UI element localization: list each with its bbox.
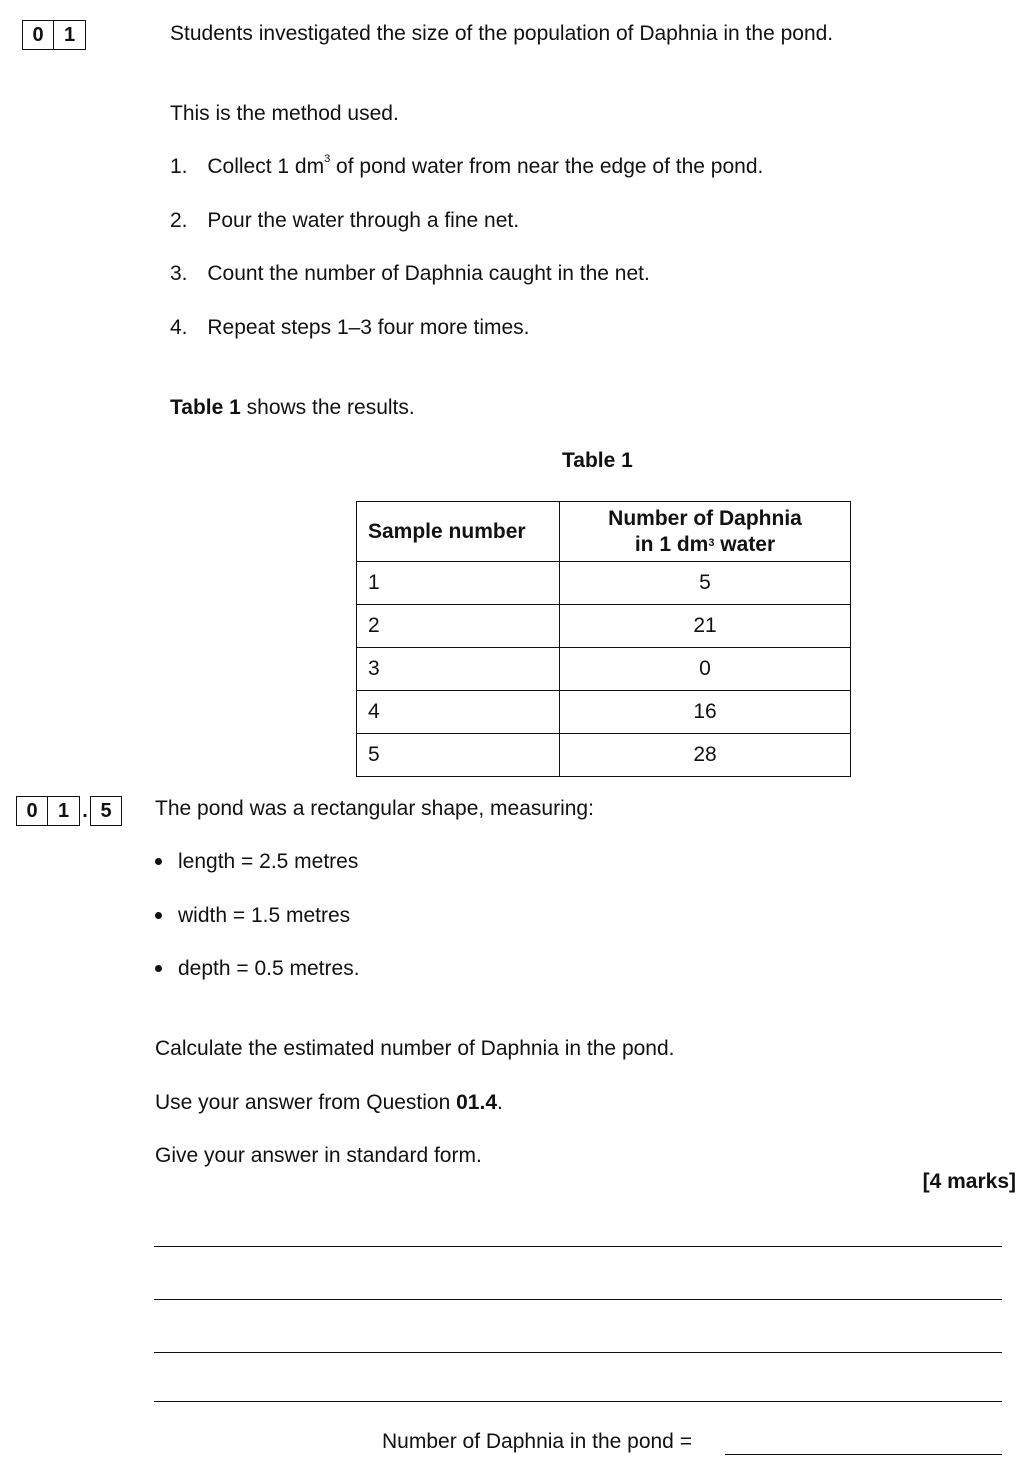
answer-line[interactable] <box>154 1401 1002 1402</box>
question-digit: 1 <box>48 796 80 826</box>
step-number: 3. <box>170 262 188 285</box>
table-row <box>357 605 851 648</box>
header-daphnia-count: Number of Daphnia in 1 $dm^3$ water <box>560 502 851 562</box>
table-row <box>357 648 851 691</box>
marks-label: [4 marks] <box>922 1170 1016 1193</box>
question-digit: 1 <box>54 20 86 50</box>
table-row <box>357 734 851 777</box>
sample-cell: 4 <box>357 691 560 734</box>
bullet-icon <box>155 965 165 975</box>
measurement-item: width = 1.5 metres <box>178 904 351 927</box>
table-row <box>357 691 851 734</box>
step-number: 1. <box>170 155 188 178</box>
question-digit: 0 <box>22 20 54 50</box>
answer-line[interactable] <box>154 1352 1002 1353</box>
question-number-box <box>22 20 86 50</box>
header-sample-number: Sample number <box>357 502 560 562</box>
sample-cell: 2 <box>357 605 560 648</box>
instruction-calculate: Calculate the estimated number of Daphnia in the pond. <box>155 1037 675 1060</box>
part-number-box <box>16 796 122 826</box>
sample-cell: 5 <box>357 734 560 777</box>
count-cell: 5 <box>560 562 851 605</box>
step-text: Pour the water through a fine net. <box>207 209 520 232</box>
step-text: Repeat steps 1–3 four more times. <box>207 316 530 339</box>
method-step <box>170 209 519 233</box>
answer-line[interactable] <box>154 1246 1002 1247</box>
method-step <box>170 155 763 179</box>
count-cell: 16 <box>560 691 851 734</box>
table-reference: Table 1 shows the results. <box>170 396 415 419</box>
step-text: Collect 1 $dm^3$ of pond water from near the edge of the pond. <box>207 153 764 178</box>
step-number: 4. <box>170 316 188 339</box>
count-cell: 0 <box>560 648 851 691</box>
final-answer-line[interactable] <box>725 1454 1002 1455</box>
question-intro: Students investigated the size of the population of Daphnia in the pond. <box>170 22 834 45</box>
instruction-use-answer: Use your answer from Question 01.4. <box>155 1091 503 1114</box>
bullet-icon <box>155 912 165 922</box>
table-row <box>357 562 851 605</box>
part-intro: The pond was a rectangular shape, measuring: <box>155 797 594 820</box>
table-caption: Table 1 <box>562 449 633 472</box>
part-digit: 5 <box>90 796 122 826</box>
method-step <box>170 316 530 340</box>
bullet-icon <box>155 858 165 868</box>
count-cell: 28 <box>560 734 851 777</box>
sample-cell: 1 <box>357 562 560 605</box>
instruction-standard-form: Give your answer in standard form. <box>155 1144 482 1167</box>
method-step <box>170 262 650 286</box>
part-separator: . <box>82 799 88 822</box>
method-intro: This is the method used. <box>170 102 399 125</box>
measurement-item: depth = 0.5 metres. <box>178 957 360 980</box>
answer-line[interactable] <box>154 1299 1002 1300</box>
step-text: Count the number of Daphnia caught in the net. <box>207 262 650 285</box>
answer-label: Number of Daphnia in the pond = <box>382 1430 692 1453</box>
question-digit: 0 <box>16 796 48 826</box>
step-number: 2. <box>170 209 188 232</box>
count-cell: 21 <box>560 605 851 648</box>
results-table <box>356 501 851 777</box>
table-header-row <box>357 502 851 562</box>
measurement-item: length = 2.5 metres <box>178 850 359 873</box>
sample-cell: 3 <box>357 648 560 691</box>
